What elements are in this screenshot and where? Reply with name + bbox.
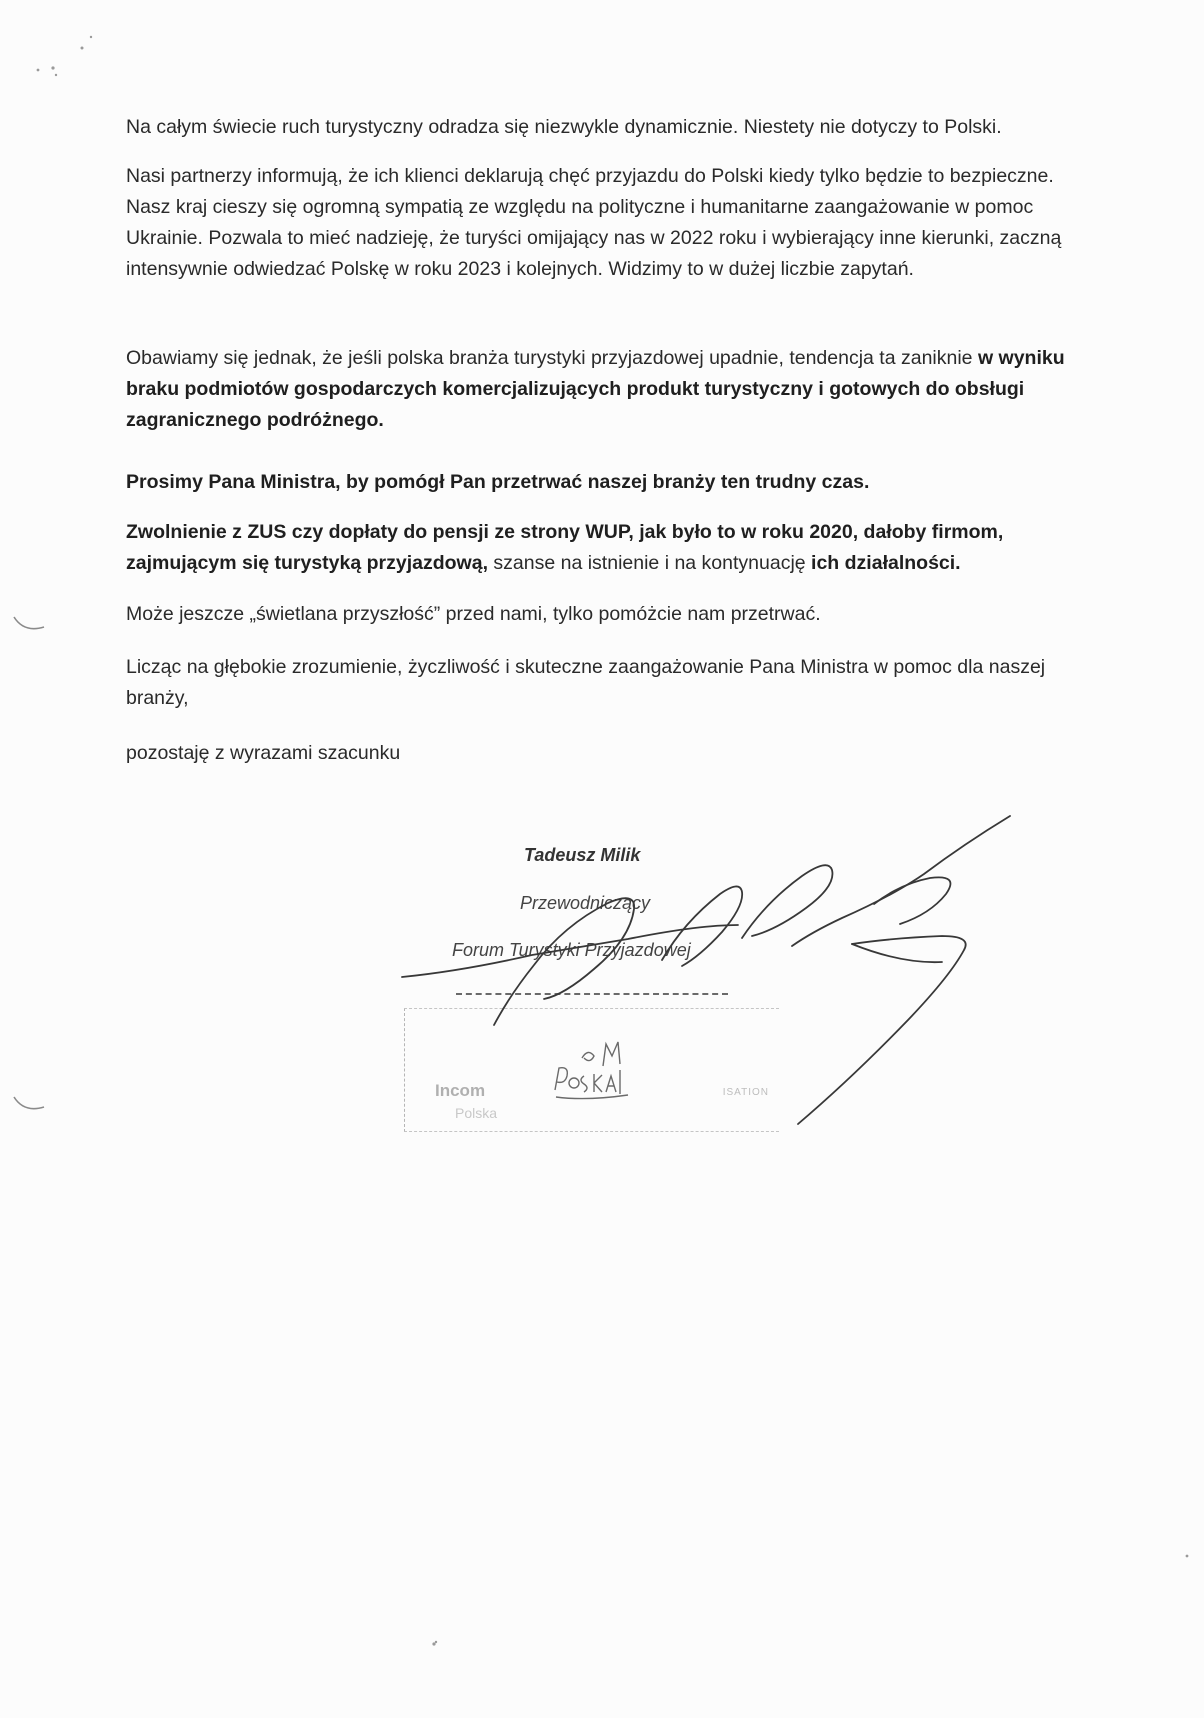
signer-role: Przewodniczący: [520, 893, 651, 913]
stamp-text-left-2: Polska: [455, 1105, 498, 1121]
stamp-text-right: ISATION: [722, 1087, 769, 1098]
paragraph-2: Nasi partnerzy informują, że ich klienci deklarują chęć przyjazdu do Polski kiedy tylko będzie to bezpieczne. Nasz kraj cieszy się ogromną sympatią ze względu na polityczne i humanitarne zaangażowanie w pomoc Ukrainie. Pozwala to mieć nadzieję, że turyści omijający nas w 2022 roku i wybierający inne kierunki, zaczną intensywnie odwiedzać Polskę w roku 2023 i kolejnych. Widzimy to w dużej liczbie zapytań.: [126, 165, 1062, 280]
paragraph-5-bold-1: Zwolnienie z ZUS czy dopłaty do pensji ze strony WUP, jak było to w roku 2020, dałoby firmom, zajmującym się turystyką przyjazdową,: [126, 521, 1004, 574]
signer-name: Tadeusz Milik: [524, 845, 641, 865]
scan-marks: [37, 36, 1189, 1646]
paragraph-7: Licząc na głębokie zrozumienie, życzliwość i skuteczne zaangażowanie Pana Ministra w pomoc dla naszej branży,: [126, 656, 1046, 709]
stamp-text-left: Incom: [435, 1081, 486, 1100]
paragraph-5-plain: szanse na istnienie i na kontynuację: [488, 552, 812, 574]
paragraph-1: Na całym świecie ruch turystyczny odradza się niezwykle dynamicznie. Niestety nie dotyczy to Polski.: [126, 116, 1002, 138]
binder-hole-marks: [14, 617, 44, 1109]
polska-logo-icon: [555, 1042, 628, 1099]
closing-line: pozostaję z wyrazami szacunku: [126, 742, 401, 764]
paragraph-5-bold-2: ich działalności.: [811, 552, 961, 574]
paragraph-3-bold: w wyniku braku podmiotów gospodarczych komercjalizujących produkt turystyczny i gotowych do obsługi zagranicznego podróżnego.: [126, 347, 1065, 431]
paragraph-3-plain: Obawiamy się jednak, że jeśli polska branża turystyki przyjazdowej upadnie, tendencja ta zaniknie: [126, 347, 973, 369]
paragraph-4: Prosimy Pana Ministra, by pomógł Pan przetrwać naszej branży ten trudny czas.: [126, 471, 870, 493]
signer-organization: Forum Turystyki Przyjazdowej: [452, 940, 691, 960]
paragraph-6: Może jeszcze „świetlana przyszłość” przed nami, tylko pomóżcie nam przetrwać.: [126, 603, 821, 625]
